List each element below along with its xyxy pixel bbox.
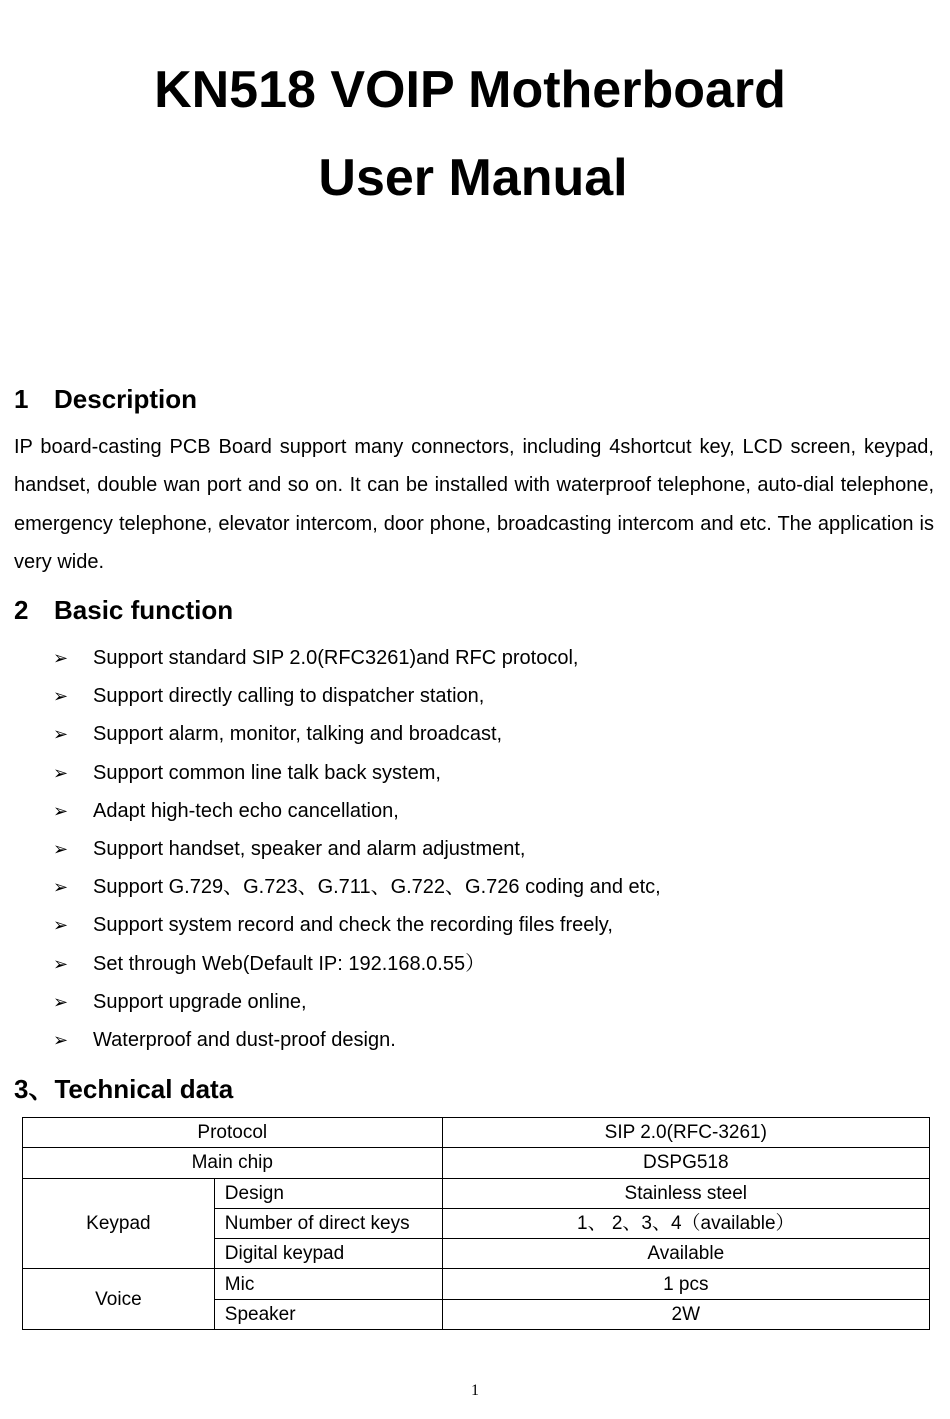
list-item bbox=[0, 830, 950, 868]
list-item-text: Waterproof and dust-proof design. bbox=[93, 1028, 396, 1051]
list-item-text: Support directly calling to dispatcher station, bbox=[93, 685, 485, 708]
list-item bbox=[0, 906, 950, 944]
arrow-bullet-icon: ➢ bbox=[53, 762, 69, 783]
list-item bbox=[0, 945, 950, 983]
section-number: 2 bbox=[14, 595, 29, 625]
list-item-text: Support standard SIP 2.0(RFC3261)and RFC protocol, bbox=[93, 647, 579, 669]
table-cell-value: 1 pcs bbox=[442, 1269, 929, 1299]
table-cell-label: Speaker bbox=[214, 1299, 442, 1329]
arrow-bullet-icon: ➢ bbox=[53, 648, 69, 668]
list-item bbox=[0, 1021, 950, 1059]
list-item-text: Support upgrade online, bbox=[93, 990, 307, 1013]
table-group-label-voice: Voice bbox=[23, 1269, 215, 1330]
list-item-text: Set through Web(Default IP: 192.168.0.55） bbox=[93, 952, 486, 975]
table-cell-value: DSPG518 bbox=[442, 1148, 929, 1178]
section-number: 3、 bbox=[14, 1074, 55, 1104]
table-cell-label: Number of direct keys bbox=[214, 1208, 442, 1238]
section-heading-technical-data bbox=[14, 1074, 233, 1104]
arrow-bullet-icon: ➢ bbox=[53, 1029, 69, 1050]
list-item-text: Support handset, speaker and alarm adjustment, bbox=[93, 837, 526, 860]
table-cell-label: Digital keypad bbox=[214, 1239, 442, 1269]
list-item bbox=[0, 868, 950, 906]
document-title-line2: User Manual bbox=[318, 149, 628, 207]
list-item-text: Support system record and check the recording files freely, bbox=[93, 914, 613, 937]
list-item bbox=[0, 983, 950, 1021]
section-title: Technical data bbox=[54, 1074, 234, 1104]
table-cell-value: SIP 2.0(RFC-3261) bbox=[442, 1118, 929, 1148]
table-row bbox=[23, 1148, 930, 1178]
section-number: 1 bbox=[14, 384, 29, 414]
document-title-line1: KN518 VOIP Motherboard bbox=[154, 61, 786, 119]
description-paragraph: IP board-casting PCB Board support many connectors, including 4shortcut key, LCD screen, keypad, handset, double wan port and so on. It can be installed with waterproof telephone, auto-dial telephone, emergency telephone, elevator intercom, door phone, broadcasting intercom and etc. The application is very wide. bbox=[14, 436, 934, 573]
list-item-text: Support common line talk back system, bbox=[93, 761, 441, 784]
list-item bbox=[0, 639, 950, 677]
table-cell-label: Design bbox=[214, 1178, 442, 1208]
list-item bbox=[0, 677, 950, 715]
table-cell-label: Main chip bbox=[23, 1148, 443, 1178]
arrow-bullet-icon: ➢ bbox=[53, 991, 69, 1012]
section-title: Basic function bbox=[54, 595, 234, 625]
table-cell-value: Stainless steel bbox=[442, 1178, 929, 1208]
table-cell-label: Mic bbox=[214, 1269, 442, 1299]
arrow-bullet-icon: ➢ bbox=[53, 800, 69, 821]
basic-function-list bbox=[0, 639, 950, 1059]
arrow-bullet-icon: ➢ bbox=[53, 953, 69, 974]
arrow-bullet-icon: ➢ bbox=[53, 838, 69, 859]
technical-data-table bbox=[22, 1117, 930, 1330]
table-row bbox=[23, 1178, 930, 1208]
table-cell-value: 2W bbox=[442, 1299, 929, 1329]
section-heading-description bbox=[14, 384, 197, 414]
list-item bbox=[0, 792, 950, 830]
list-item bbox=[0, 754, 950, 792]
list-item-text: Adapt high-tech echo cancellation, bbox=[93, 799, 399, 822]
list-item bbox=[0, 715, 950, 753]
table-cell-label: Protocol bbox=[23, 1118, 443, 1148]
section-heading-basic-function bbox=[14, 595, 233, 625]
arrow-bullet-icon: ➢ bbox=[53, 915, 69, 936]
arrow-bullet-icon: ➢ bbox=[53, 877, 69, 898]
table-row bbox=[23, 1118, 930, 1148]
section-title: Description bbox=[54, 384, 198, 414]
arrow-bullet-icon: ➢ bbox=[53, 686, 69, 707]
table-cell-value: 1、 2、3、4（available） bbox=[442, 1208, 929, 1238]
arrow-bullet-icon: ➢ bbox=[53, 724, 69, 745]
table-cell-value: Available bbox=[442, 1239, 929, 1269]
table-group-label-keypad: Keypad bbox=[23, 1178, 215, 1269]
list-item-text: Support G.729、G.723、G.711、G.722、G.726 coding and etc, bbox=[93, 876, 661, 899]
list-item-text: Support alarm, monitor, talking and broadcast, bbox=[93, 723, 503, 746]
page-number: 1 bbox=[471, 1382, 479, 1399]
table-row bbox=[23, 1269, 930, 1299]
